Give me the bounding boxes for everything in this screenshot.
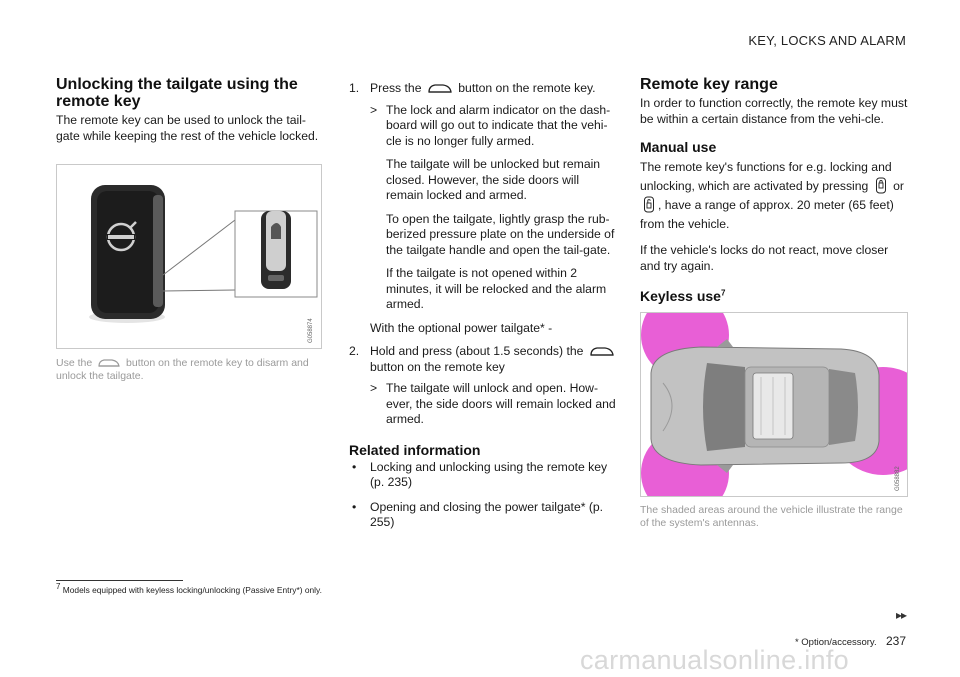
related-link-text: Opening and closing the power tailgate* (p. 255) (370, 499, 604, 529)
manual-text-pre: The remote key's functions for e.g. locking and unlocking, which are activated by pressing (640, 160, 892, 193)
remote-key-caption (56, 357, 322, 383)
range-intro: In order to function correctly, the remote key must be within a certain distance from the vehi-cle. (640, 96, 908, 126)
tailgate-icon (590, 346, 614, 358)
remote-key-figure (56, 164, 322, 349)
result2-text: The tailgate will unlock and open. How-ever, the side doors will remain locked and armed. (386, 381, 616, 426)
footnote-text: Models equipped with keyless locking/unlocking (Passive Entry*) only. (62, 585, 322, 595)
step-number: 2. (349, 344, 360, 358)
bullet-marker: • (352, 459, 357, 474)
result-marker: > (370, 102, 378, 117)
manual-use-tip: If the vehicle's locks do not react, move closer and try again. (640, 243, 889, 273)
step-1 (349, 81, 617, 97)
step1-text-pre: Press the (370, 81, 422, 95)
manual-use-title: Manual use (640, 139, 717, 155)
column-remote-range (640, 76, 908, 530)
step2-text-post: button on the remote key (370, 359, 505, 374)
related-link-text: Locking and unlocking using the remote key (p. 235) (370, 459, 608, 489)
caption-text-pre: Use the (56, 357, 93, 369)
unlock-button-icon (643, 196, 655, 213)
tailgate-open-para: To open the tailgate, lightly grasp the rub-berized pressure plate on the underside of the tailgate handle and open the tail-gate. (386, 211, 615, 257)
watermark: carmanualsonline.info (580, 645, 849, 675)
lock-button-icon (875, 177, 887, 194)
option-accessory-note: * Option/accessory. (794, 637, 877, 648)
section-header: KEY, LOCKS AND ALARM (748, 33, 906, 48)
figure-code-1: G058874 (308, 318, 314, 343)
step2-text-pre: Hold and press (about 1.5 seconds) the (370, 344, 584, 358)
bullet-marker: • (352, 499, 357, 514)
footnote (56, 582, 322, 595)
keyless-range-caption: The shaded areas around the vehicle illustrate the range of the system's antennas. (640, 504, 903, 529)
footnote-number: 7 (56, 582, 61, 592)
footnote-ref: 7 (720, 288, 726, 298)
related-link-1[interactable] (349, 460, 617, 491)
keyless-title-text: Keyless use (640, 288, 721, 304)
next-page-arrows[interactable]: ▸▸ (895, 608, 906, 622)
remote-key-illustration (57, 165, 321, 348)
manual-use-text (640, 158, 908, 234)
manual-text-post: , have a range of approx. 20 meter (65 feet) from the vehicle. (640, 198, 894, 231)
step1-text-post: button on the remote key. (458, 81, 596, 95)
figure-code-2: G058882 (895, 466, 901, 491)
keyless-use-title (640, 288, 908, 304)
tailgate-icon (98, 358, 120, 369)
keyless-range-figure (640, 312, 908, 497)
section-title-range: Remote key range (640, 76, 778, 93)
step-number: 1. (349, 81, 360, 95)
caption-text-post: button on the remote key to disarm and unlock the tailgate. (56, 357, 309, 382)
column-tailgate-unlock (56, 76, 322, 383)
step-2 (349, 344, 617, 375)
step1-result (349, 103, 617, 150)
result-marker: > (370, 381, 378, 395)
related-link-2[interactable] (349, 500, 617, 531)
tailgate-unlocked-para: The tailgate will be unlocked but remain closed. However, the side doors will remain locked and armed. (386, 157, 601, 202)
tailgate-relock-para: If the tailgate is not opened within 2 minutes, it will be relocked and the alarm armed. (386, 266, 607, 311)
footnote-divider (56, 580, 183, 581)
result1-text: The lock and alarm indicator on the dash-board will go out to indicate that the vehi-cle is no longer fully armed. (386, 102, 611, 148)
tailgate-icon (428, 83, 452, 95)
column-steps (349, 81, 617, 531)
manual-text-or: or (893, 179, 904, 193)
section-title-tailgate: Unlocking the tailgate using the remote key (56, 76, 298, 110)
page-number: 237 (885, 634, 906, 648)
optional-power-tailgate: With the optional power tailgate* - (370, 320, 553, 335)
related-info-title: Related information (349, 441, 481, 458)
tailgate-intro: The remote key can be used to unlock the tail-gate while keeping the rest of the vehicle locked. (56, 113, 319, 143)
step2-result (349, 381, 617, 428)
keyless-range-illustration (641, 313, 907, 496)
